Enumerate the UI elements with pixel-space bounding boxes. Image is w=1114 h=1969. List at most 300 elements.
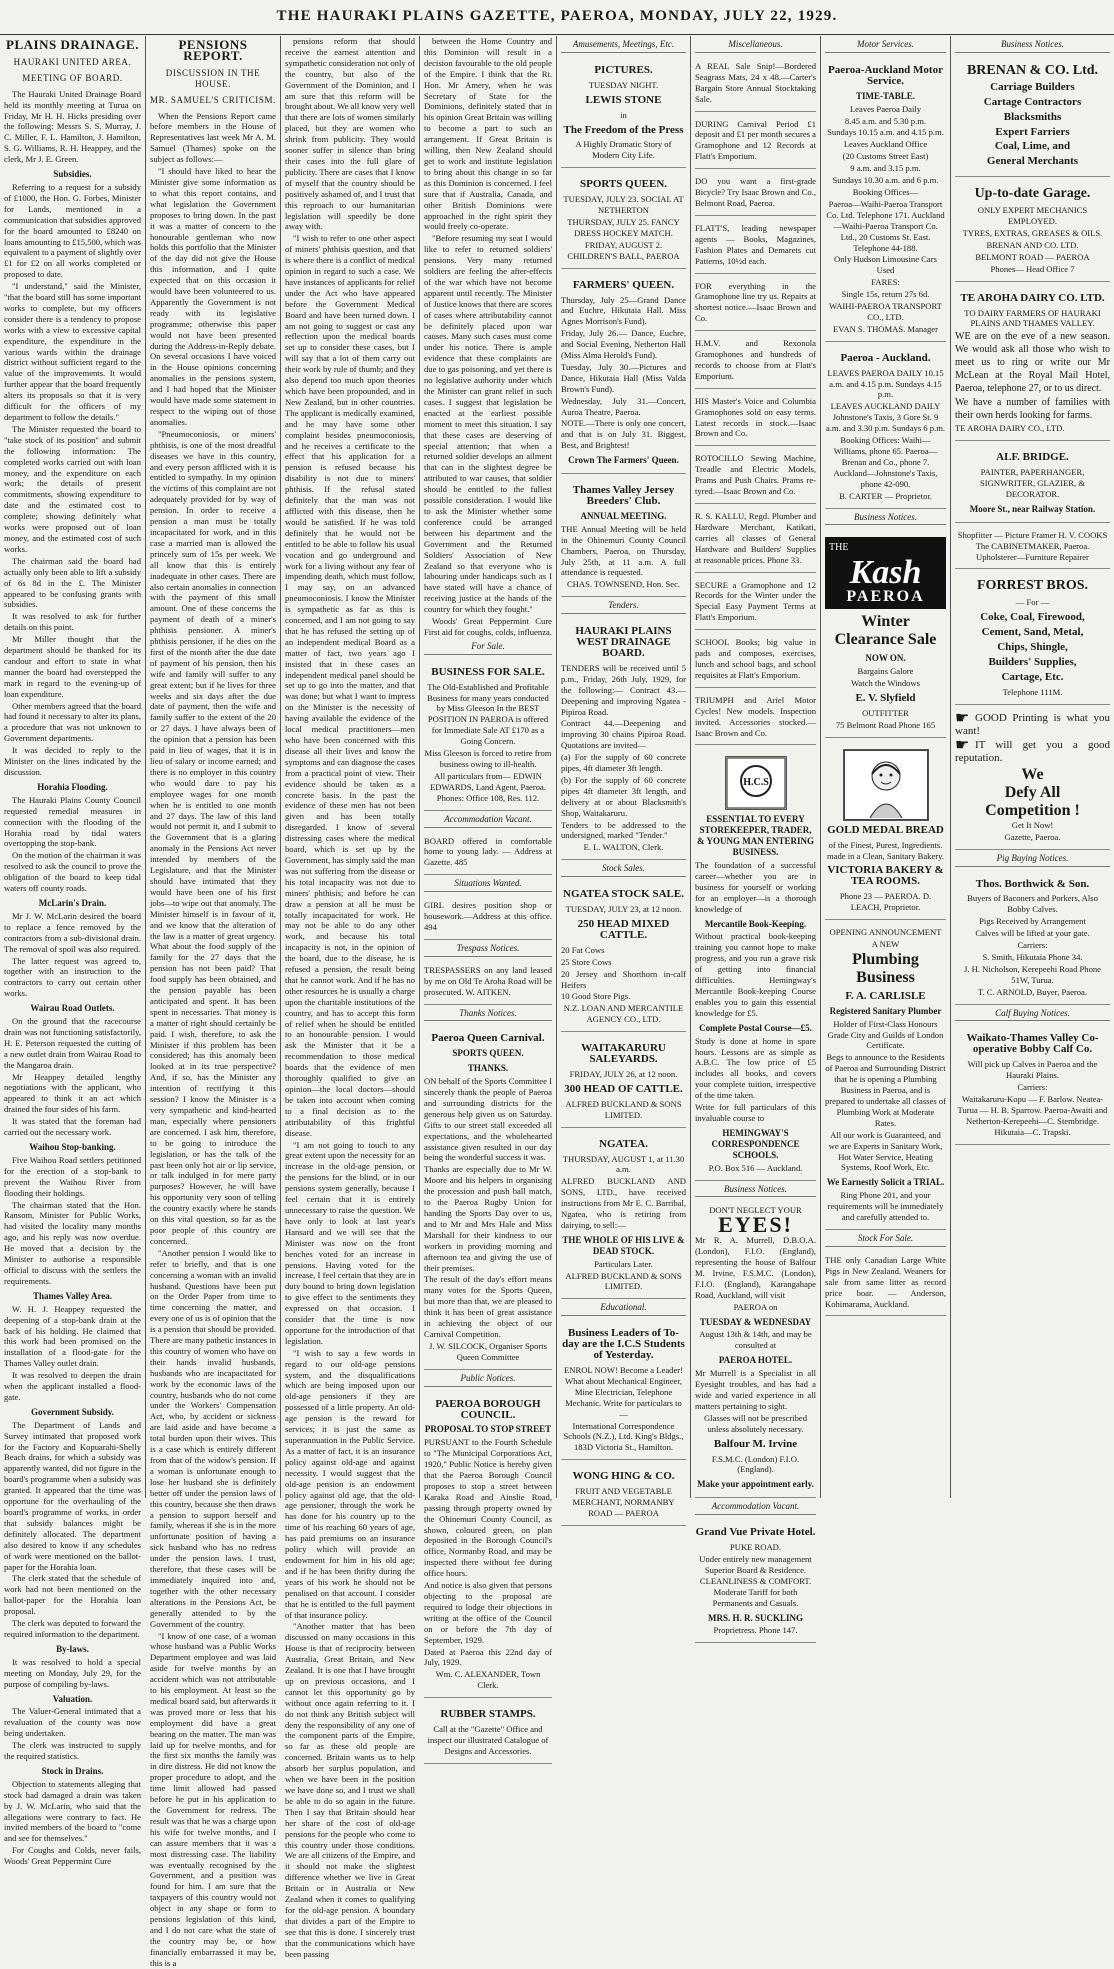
ad-subtitle: THE WHOLE OF HIS LIVE & DEAD STOCK.	[562, 1234, 685, 1256]
paragraph: "I am not going to touch to any great extent upon the necessity for an increase in the old-age pension, or the pensions for the blind, or in our pensions system generally, because I feel certain that it is entirely unnecessary to raise the question. We have only to look at last year's Hansard and we will see that the Minister was now on the front benches voted for an increase in pensions. Having voted for the increase, I feel certain that they are in duty bound to bring down legislation to give effect to the sentiments they expressed on that occasion. I consider that the time is now opportune for the introduction of that legislation.	[285, 1139, 415, 1346]
ad-text: (b) For the supply of 60 concrete pipes 4ft diameter 3ft length, and delivery at or about Blacksmith's Shop, Waitakaruru.	[561, 774, 686, 818]
classified-ad	[695, 277, 816, 332]
ad-text: Only Hudson Limousine Cars Used	[834, 254, 937, 276]
ad-title: BUSINESS FOR SALE.	[431, 665, 545, 678]
column-8	[951, 36, 1114, 1498]
section-heading: Business Notices.	[955, 39, 1110, 53]
paragraph: between the Home Country and this Dominion will result in a decision favourable to the old people of the Empire. I think that the Rt. Hon. Mr Amery, when he was Secretary of State for the Dominions, definitely stated that in his opinion Great Britain was willing to become a part to such an arrangement. If Great Britain is willing, then New Zealand should get to work and institute legislation to bring about this change in so far as this Dominion is concerned. I feel sure that if Australia, Canada, and other British Dominions were approached in the right spirit they would freely co-operate.	[424, 36, 552, 232]
ad-text: Single 15s, return 27s 6d.	[841, 289, 930, 300]
ad-text: LEAVES PAEROA DAILY 10.15 a.m. and 4.15 p.m. Sundays 4.15 p.m.	[827, 367, 944, 400]
ad-text: A REAL Sale Snip!—Bordered Seagrass Mats, 24 x 48.—Carter's Bargain Store Annual Stocktaking Sale.	[695, 60, 816, 104]
classified-ad	[695, 691, 816, 746]
ad-text: Begs to announce to the Residents of Paeroa and Surrounding District that he is opening a Plumbing Business in Paeroa, and is prepared to undertake all classes of Plumbing Work at Moderate Rates.	[825, 1052, 946, 1128]
ad-title: Thames Valley Jersey Breeders' Club.	[572, 484, 675, 507]
paragraph: The Hauraki Plains County Council requested remedial measures in connection with the flooding of the Horahia road by tidal waters overtopping the stop-bank.	[4, 794, 141, 849]
ad-bridge	[955, 444, 1110, 523]
ad-text: Tenders to be addressed to the undersigned, marked "Tender."	[561, 819, 686, 841]
ad-text: 75 Belmont Road Phone 165	[835, 719, 936, 730]
ad-text: Calves will be lifted at your gate.	[975, 928, 1090, 939]
ad-title: NGATEA.	[599, 1137, 648, 1150]
ad-line: General Merchants	[986, 155, 1079, 168]
ad-text: TRIUMPH and Ariel Motor Cycles! New models. Inspection invited. Accessories stocked.—Isaac Brown and Co.	[695, 694, 816, 738]
ad-text: TUESDAY, JULY 23. SOCIAL AT NETHERTON	[563, 194, 684, 216]
ad-pigs	[825, 1251, 946, 1317]
ad-grand-vue	[695, 1519, 816, 1643]
ad-subtitle: Crown The Farmers' Queen.	[568, 455, 679, 466]
ad-text: Gazette, Paeroa.	[1004, 831, 1061, 842]
ad-subtitle: Complete Postal Course—£5.	[699, 1022, 812, 1033]
ad-text: (a) For the supply of 60 concrete pipes, 4ft diameter 3ft length.	[561, 752, 686, 774]
ad-headline: Competition !	[985, 801, 1080, 819]
printing-line: GOOD Printing is what you want!	[955, 711, 1110, 737]
hcs-logo-icon	[725, 756, 787, 810]
paragraph: It was resolved to ask for further details on this point.	[4, 611, 141, 633]
ad-text: TO DAIRY FARMERS OF HAURAKI PLAINS AND THAMES VALLEY.	[964, 307, 1101, 329]
ad-text: OUTFITTER	[862, 707, 909, 718]
ad-ngatea-clearing	[561, 1131, 686, 1300]
section-heading: Amusements, Meetings, Etc.	[561, 39, 686, 53]
ad-signature: E. L. WALTON, Clerk.	[583, 842, 664, 853]
ad-subtitle: TIME-TABLE.	[855, 90, 916, 101]
ad-text: H.M.V. and Rexonola Gramophones and hundreds of records to choose from at Flatt's Emporium.	[695, 338, 816, 381]
section-heading: Stock For Sale.	[825, 1233, 946, 1247]
ad-text: August 13th & 14th, and may be consulted at	[699, 1329, 812, 1351]
ad-text: of the Finest, Purest, Ingredients. made in a Clean, Sanitary Bakery.	[826, 839, 945, 861]
ad-text: S. Smith, Hikutaia Phone 34.	[982, 951, 1083, 962]
ad-line: Chips, Shingle,	[997, 641, 1068, 654]
ad-signature: B. CARTER — Proprietor.	[839, 490, 932, 501]
ad-girl	[424, 896, 552, 940]
paragraph: The chairman said the board had actually only been able to lift a subsidy of 6s 8d in the £. The Minister appeared to be confusing grants with subsidies.	[4, 555, 141, 610]
ad-paeroa-auckland	[825, 345, 946, 509]
ad-text: FLATT'S, leading newspaper agents — Books, Magazines, Fashion Plates and Demarets cut Patterns, 10½d each.	[695, 222, 816, 266]
timetable-line: Sundays 10.30 a.m. and 6 p.m.	[832, 175, 939, 186]
ad-farmers-queen	[561, 272, 686, 475]
ad-text: All particulars from— EDWIN EDWARDS, Land Agent, Paeroa. Phones: Office 108, Res. 112.	[430, 770, 546, 803]
ad-borthwick	[955, 871, 1110, 1005]
ad-text: Write for full particulars of this invaluable course to	[695, 1102, 816, 1123]
ad-text: Pigs Received by Arrangement	[979, 916, 1086, 927]
ad-title: Paeroa-Auckland Motor Service.	[828, 63, 943, 87]
ad-text: Phone 23 — PAEROA. D. LEACH, Proprietor.	[839, 891, 932, 913]
section-heading: Accommodation Vacant.	[695, 1501, 816, 1515]
article-title: PLAINS DRAINAGE.	[6, 37, 139, 52]
hcs-logo-text: H.C.S	[742, 777, 769, 789]
paragraph: "I know of one case, of a woman whose husband was a Public Works Department employee and was laid aside for twelve months by an accident which was not attributable to his employment. At least so the medical board said, but afterwards it was proved more or less that his employment did have a great bearing on the matter. The man was laid up for twelve months, and for the first six months the family was in dire distress. He did not know the proper procedure to adopt, and the time limit allowed had passed before he put in his application to the Government for redress. The result was that he was a charge upon his wife for twelve months, and I can assure members that it was a most distressing case. The liability was eventually recognised by the Government, and a position was found for him. I am sure that the taxpayers of this country would not object in any shape or form to pensions legislation of this kind, and I do not care what the state of the country may be, or how financially embarrassed it may be, this is a	[150, 1630, 276, 1968]
ad-text: THURSDAY, JULY 25. FANCY DRESS HOCKEY MATCH.	[567, 216, 680, 238]
pointing-hand-icon: ☛	[955, 709, 970, 727]
ad-ics	[561, 1320, 686, 1460]
ad-text: A NEW	[871, 938, 900, 949]
ad-title: FORREST BROS.	[977, 578, 1088, 594]
ad-text: TUESDAY, JULY 23, at 12 noon.	[565, 904, 682, 915]
ad-text: R. S. KALLU, Regd. Plumber and Hardware Merchant, Katikati, carries all classes of General Hardware and Builders' Supplies at reasonable prices. Phone 33.	[695, 511, 816, 565]
ad-subtitle: NOW ON.	[865, 653, 906, 664]
side-heading: Horahia Flooding.	[37, 781, 108, 792]
classified-ad	[695, 334, 816, 389]
ad-text: International Correspondence Schools (N.Z.), Ltd. King's Bldgs., 183D Victoria St., Hamilton.	[563, 1420, 684, 1453]
section-heading: Motor Services.	[825, 39, 946, 53]
ad-motor-service	[825, 57, 946, 342]
ad-title: PAEROA BOROUGH COUNCIL.	[435, 1397, 541, 1421]
ad-signature: T. C. ARNOLD, Buyer, Paeroa.	[977, 986, 1088, 997]
ad-text: Shopfitter — Picture Framer H. V. COOKS The CABINETMAKER, Paeroa. Upholsterer—Furniture Repairer	[957, 529, 1108, 562]
paragraph: The chairman stated that the Hon. Ransom, Minister for Public Works, had visited the locality many months ago, and his reply was now overdue. He moved that a decision by the Minister to authorise a responsible official to discuss with the settlers the requirements.	[4, 1199, 141, 1286]
side-heading: Government Subsidy.	[30, 1406, 115, 1417]
ad-title: Thos. Borthwick & Son.	[975, 877, 1090, 890]
timetable-line: (20 Customs Street East)	[842, 151, 929, 162]
paragraph: The Minister requested the board to "take stock of its position" and submit the following information: The completed works carried out with loan money, and the expenditure on each work; the details of present commitments, showing expenditure to date and the estimated cost to complete; showing definitely what works were proposed out of loan money, and the estimated cost of such works.	[4, 423, 141, 554]
ad-title: LEWIS STONE	[585, 93, 662, 106]
column-4	[420, 36, 556, 1756]
ad-text: Glasses will not be prescribed unless absolutely necessary.	[703, 1412, 808, 1434]
section-heading: Business Notices.	[695, 1184, 816, 1198]
ad-title: TE AROHA DAIRY CO. LTD.	[960, 291, 1105, 304]
paragraph: "I should have liked to hear the Minister give some information as to what this report contains, and what legislation the Government proposes to bring down. In the past it was a matter of concern to the honourable gentleman who now holds this portfolio that the Minister of the day did not give the House this information, and I quite expected that on this occasion it would have been volunteered to us. Apparently the Government is not ready with its legislative programme; otherwise this paper would not have been presented during the Address-in-Reply debate. On several occasions I have voiced in the House opinions concerning anomalies in the pensions system, and I had hoped that the Minister would have made some statement in respect to the wiping out of those anomalies.	[150, 166, 276, 427]
ad-text: Booking Offices—	[852, 186, 919, 197]
ad-text: DO you want a first-grade Bicycle? Try Isaac Brown and Co., Belmont Road, Paeroa.	[695, 176, 816, 208]
ad-title: SPORTS QUEEN.	[579, 178, 668, 191]
ad-sports-queen	[561, 171, 686, 268]
ad-text: PUKE ROAD.	[729, 1542, 782, 1553]
side-heading: McLarin's Drain.	[38, 897, 107, 908]
ad-subtitle: TUESDAY & WEDNESDAY	[699, 1316, 812, 1327]
ad-title: ALF. BRIDGE.	[996, 451, 1069, 464]
paragraph: "I understand," said the Minister, "that the board still has some important works to complete, but my officers consider there is a tendency to propose works with a view to excessive capital expenditure, the expenditure in the various wards within the drainage district without sufficient regard to the value of the improvements. It would further appear that the board frequently alters its proposals so that it is very difficult for the officers of my department to follow the details."	[4, 281, 141, 422]
ad-signature: J. W. SILCOCK, Organiser Sports Queen Committee	[428, 1340, 547, 1362]
ad-text: Carriers:	[1017, 940, 1048, 951]
ad-drainage-tenders	[561, 618, 686, 860]
ad-title: Business Leaders of To-day are the I.C.S Students of Yesterday.	[562, 1327, 685, 1362]
ad-text: J. H. Nicholson, Kerepeehi Road Phone 51W, Turua.	[964, 963, 1101, 985]
ad-waitakaruru	[561, 1035, 686, 1127]
paragraph: The clerk stated that the schedule of work had not been mentioned on the ballot-paper for the Horahia loan proposal.	[4, 1573, 141, 1617]
stock-item: 25 Store Cows	[561, 956, 612, 967]
ad-text: NOTE.—There is only one concert, and that is on July 31. Biggest, Best, and Brightest!	[561, 418, 686, 451]
ad-title: RUBBER STAMPS.	[440, 1708, 536, 1721]
ad-text: Ring Phone 201, and your requirements will be immediately and carefully attended to.	[827, 1190, 944, 1223]
ad-bakery	[825, 741, 946, 920]
ad-text: Mr R. A. Murrell, D.B.O.A. (London), F.I.O. (England), representing the house of Balfour M. Irvine, F.S.M.C. (London), F.I.O. (England), Karangahape Road, Auckland, will visit	[695, 1235, 816, 1300]
ad-signature: EVAN S. THOMAS. Manager	[833, 323, 938, 334]
ad-subtitle: ANNUAL MEETING.	[580, 510, 667, 521]
ad-pictures	[561, 57, 686, 168]
ad-text: Tuesday, July 30.—Pictures and Dance, Hikutaia Hall (Miss Valda Brown's Fund).	[561, 361, 686, 394]
paragraph: The Hauraki United Drainage Board held its monthly meeting at Turua on Friday, Mr H. H. Hicks presiding over the following: Messrs S. S. Murray, J. C. Miller, F. L. Hamilton, J. Hamilton, S. G. Williams, R. H. Heappey, and the clerk, Mr J. E. Green.	[4, 88, 141, 165]
ad-text: F.S.M.C. (London) F.I.O. (England).	[711, 1453, 800, 1475]
ad-text: P.O. Box 516 — Auckland.	[708, 1162, 803, 1173]
ad-text: BOARD offered in comfortable home to young lady. — Address at Gazette. 485	[424, 835, 552, 868]
ad-text: Get It Now!	[1011, 819, 1054, 830]
paragraph: "Another matter that has been discussed on many occasions in this House is that of reciprocity between Australia, Great Britain, and New Zealand. It is one that I have brought up on previous occasions, and I cannot let this opportunity go by without once again referring to it. I do not think any British subject will deny the responsibility of any one of the component parts of the Empire, so far as these old people are concerned. Britain wants us to help absorb her surplus population, and when we have been in the position we have done so, and I trust we shall be able to do so again in the future. Then I say that Britain should hear her share of the cost of old-age pensions for the people who come to this country under those conditions. We are all citizens of the Empire, and it should not make the slightest difference whether we live in Great Britain or in Australia or New Zealand when it comes to qualifying for the old-age pension. A boundary that divides a part of the Empire to see that this is done. I sincerely trust that the communications which have been passing	[285, 1621, 415, 1959]
paragraph: "I wish to say a few words in regard to our old-age pensions system, and the disqualifications which are being imposed upon our old-age pensioners if they are possessed of a little property. An old-age pension is the reward for services; it is just the same as superannuation in the Public Service. As a matter of fact, it is an insurance policy against old-age and against necessity. I would suggest that the old-age pension is an endowment policy against old age, that the old-age pensioner, through the work he has done for his country up to the time of his reaching 60 years of age, has paid premiums on an insurance policy which will provide an endowment for him in his old age; and if he has been thrifty during the years of his work he should not be penalised on that account. I consider that he is entitled to the full payment of that insurance policy.	[285, 1347, 415, 1620]
paragraph: The clerk was instructed to supply the required statistics.	[4, 1740, 141, 1762]
paragraph: It was stated that the foreman had carried out the necessary work.	[4, 1116, 141, 1138]
paragraph: Mr J. W. McLarin desired the board to replace a fence removed by the contractors from a sub-divisional drain. The removal of spoil was also required.	[4, 910, 141, 954]
ad-subtitle: Moore St., near Railway Station.	[969, 503, 1096, 514]
ad-signature: CHAS. TOWNSEND, Hon. Sec.	[566, 579, 681, 590]
ad-text: FARES:	[871, 277, 900, 288]
ad-subtitle: THANKS.	[467, 1063, 509, 1074]
ad-text: And notice is also given that persons objecting to the proposal are required to lodge their objections in writing at the office of the Council on or before the 7th day of September, 1929.	[424, 1580, 552, 1645]
ad-text: Thursday, July 25—Grand Dance and Euchre, Hikutaia Hall. Miss Agnes Morrison's Fund).	[561, 294, 686, 327]
ad-forrest	[955, 572, 1110, 704]
paragraph: The clerk was deputed to forward the required information to the department.	[4, 1618, 141, 1639]
article-subheading: MR. SAMUEL'S CRITICISM.	[150, 94, 276, 105]
paragraph: Other members agreed that the board had found it necessary to alter its plans, a procedure that was not unknown to Government departments.	[4, 700, 141, 744]
classified-ad	[695, 449, 816, 504]
section-heading: Pig Buying Notices.	[955, 853, 1110, 867]
section-heading: Business Notices.	[825, 512, 946, 526]
ad-subtitle: MRS. H. R. SUCKLING	[707, 1612, 803, 1623]
ad-text: Under entirely new management Superior Board & Residence. CLEANLINESS & COMFORT. Moderate Tariff for both Permanents and Casuals.	[699, 1553, 812, 1608]
ad-text: Without practical book-keeping training you cannot hope to make progress, and you run a grave risk of getting into financial difficulties. Hemingway's Mercantile Book-keeping Course enables you to gain this essential knowledge for £5.	[695, 931, 816, 1018]
ad-signature: N.Z. LOAN AND MERCANTILE AGENCY CO., LTD.	[563, 1003, 684, 1025]
ad-text: DON'T NEGLECT YOUR	[709, 1205, 802, 1216]
ad-waikato-calf	[955, 1025, 1110, 1144]
ad-title: E. V. Slyfield	[855, 691, 916, 704]
stock-item: 20 Jersey and Shorthorn in-calf Heifers	[561, 968, 686, 990]
ad-text: THE only Canadian Large White Pigs in New Zealand. Weaners for sale from same litter as record price boar. — Anderson, Kohimarama, Auckland.	[825, 1254, 946, 1309]
ad-headline: Winter Clearance Sale	[834, 613, 937, 649]
ad-text: All our work is Guaranteed, and we are Experts in Sanitary Work, Hot Water Service, Heating Systems, Roof Work, Etc.	[828, 1129, 943, 1173]
ad-text: FRIDAY, AUGUST 2. CHILDREN'S BALL, PAEROA	[567, 239, 680, 261]
side-heading: By-laws.	[56, 1643, 89, 1654]
ad-title: The Freedom of the Press	[563, 123, 684, 136]
classified-ad	[695, 507, 816, 573]
ad-title: NGATEA STOCK SALE.	[563, 888, 684, 901]
ad-rubber-stamps	[424, 1701, 552, 1764]
ad-title: Grand Vue Private Hotel.	[695, 1526, 816, 1539]
ad-text: Call at the "Gazette" Office and inspect our illustrated Catalogue of Designs and Accessories.	[427, 1724, 549, 1756]
side-heading: Thames Valley Area.	[32, 1290, 113, 1301]
ad-text: Holder of First-Class Honours Grade City and Guilds of London Certificate.	[827, 1018, 944, 1051]
child-illustration-icon	[843, 749, 929, 821]
paragraph: It was decided to reply to the Minister on the lines indicated by the discussion.	[4, 745, 141, 777]
ad-title: PICTURES.	[594, 63, 653, 76]
kash-logo-word: Kash	[849, 554, 922, 592]
ad-garage	[955, 180, 1110, 281]
masthead-title: THE HAURAKI PLAINS GAZETTE, PAEROA, MONDAY, JULY 22, 1929.	[276, 8, 838, 24]
classified-ad	[695, 115, 816, 170]
ad-text: Wednesday, July 31.—Concert, Auroa Theatre, Paeroa.	[561, 395, 686, 417]
ad-brenan	[955, 57, 1110, 177]
kash-logo-town: PAEROA	[846, 588, 925, 606]
ad-text: HIS Master's Voice and Columbia Gramophones sold on easy terms. Latest records in stock.—Isaac Brown and Co.	[695, 395, 816, 439]
ad-text: GIRL desires position shop or housework.—Address at this office. 494	[424, 900, 552, 932]
section-heading: Tenders.	[561, 600, 686, 614]
ad-text: ON behalf of the Sports Committee I sincerely thank the people of Paeroa and surrounding districts for the generous help given us on Saturday. Gifts to our street stall exceeded all expectations, and the wholehearted assistance given resulted in our day being the wonderful success it was.	[424, 1076, 552, 1163]
ad-text: OPENING ANNOUNCEMENT	[829, 927, 942, 938]
ad-hemingway	[695, 748, 816, 1180]
ad-carnival-thanks	[424, 1025, 552, 1369]
ad-title: Up-to-date Garage.	[974, 186, 1091, 202]
ad-text: ALFRED BUCKLAND AND SONS, LTD., have received instructions from Mr E. C. Barribal, Ngatea, who is retiring from dairying, to sell:—	[561, 1176, 686, 1230]
ad-text: TYRES, EXTRAS, GREASES & OILS.	[962, 227, 1103, 238]
ad-signature: Wm. C. ALEXANDER, Town Clerk.	[435, 1669, 541, 1691]
ad-title: VICTORIA BAKERY & TEA ROOMS.	[827, 864, 944, 888]
side-heading: Waihou Stop-banking.	[29, 1142, 116, 1152]
ad-headline: Plumbing Business	[852, 950, 919, 986]
ad-subtitle: We Earnestly Solicit a TRIAL.	[826, 1177, 945, 1188]
ad-subtitle: Mercantile Book-Keeping.	[704, 918, 807, 929]
ad-text: LEAVES AUCKLAND DAILY Johnstone's Taxis, 3 Gore St. 9 a.m. and 3.30 p.m. Sundays 6 p.m.	[825, 401, 946, 434]
classified-ad	[695, 392, 816, 447]
classified-ad	[695, 172, 816, 216]
paragraph: Mr Miller thought that the department should be thanked for its candour and effort to state in what manner the board had overstepped the mark in regard to the evening-up of loan expenditure.	[4, 634, 141, 699]
ad-text: WE are on the eve of a new season. We would ask all those who wish to meet us to ring or write our Mr McLean at the Royal Mail Hotel, Paeroa, telephone 27, or to us direct.	[955, 331, 1110, 395]
column-7	[821, 36, 950, 1498]
ad-text: Buyers of Baconers and Porkers, Also Bobby Calves.	[967, 893, 1098, 915]
classified-ad	[695, 219, 816, 274]
article-title: PENSIONS REPORT.	[178, 37, 248, 63]
ad-signature: ALFRED BUCKLAND & SONS LIMITED.	[565, 1270, 682, 1292]
ad-text: Telephone 111M.	[1002, 686, 1063, 697]
stock-item: 10 Good Store Pigs.	[561, 991, 631, 1002]
ad-text: SCHOOL Books; big value in pads and composes, exercises, lunch and school bags, and school requisites at Flatt's Emporium.	[695, 637, 816, 680]
ad-title: 250 HEAD MIXED CATTLE.	[577, 918, 670, 941]
ad-text: The result of the day's effort means many votes for the Sports Queen, but more than that, we are pleased to think it has been of great assistance in achieving the object of our Carnival Competition.	[424, 1274, 552, 1339]
paragraph: On the ground that the racecourse drain was not functioning satisfactorily, H. E. Peterson requested the cutting of a new outlet drain from Wairau Road to the Mangaroa drain.	[4, 1016, 141, 1070]
ad-title: WONG HING & CO.	[572, 1470, 675, 1483]
ad-text: PAEROA on	[733, 1301, 778, 1312]
ad-title: WAITAKARURU SALEYARDS.	[581, 1042, 666, 1066]
ad-text: Bargains Galore	[857, 666, 914, 677]
ad-line: Coal, Lime, and	[994, 140, 1071, 153]
ad-text: Particulars Later.	[594, 1258, 653, 1269]
column-5	[557, 36, 690, 1518]
section-heading: Calf Buying Notices.	[955, 1008, 1110, 1022]
classified-ad	[695, 57, 816, 112]
section-heading: Stock Sales.	[561, 863, 686, 877]
ad-title: 300 HEAD OF CATTLE.	[564, 1082, 683, 1095]
ad-text: Thanks are especially due to Mr W. Moore and his helpers in organising the procession and push ball match, to the Paeroa Rugby Union for handing the Sports Day over to us, and to Mr and Mrs Hale and Miss Marshall for their kindness to our workers in providing morning and afternoon tea and giving the use of their premises.	[424, 1164, 552, 1273]
ad-dairy	[955, 285, 1110, 442]
ad-text: Dated at Paeroa this 22nd day of July, 1929.	[424, 1646, 552, 1668]
side-heading: Valuation.	[52, 1693, 93, 1704]
paragraph: It was resolved to hold a special meeting on Monday, July 29, for the purpose of compiling by-laws.	[4, 1656, 141, 1689]
ad-text: Will pick up Calves in Paeroa and the Hauraki Plains.	[967, 1059, 1098, 1081]
ad-text: FRIDAY, JULY 26, at 12 noon.	[569, 1068, 678, 1079]
ad-text: — For —	[1015, 597, 1050, 608]
ad-text: THURSDAY, AUGUST 1, at 11.30 a.m.	[562, 1153, 685, 1175]
paragraph: "Pneumoconiosis, or miners' phthisis, is one of the most dreadful diseases we have in this country, and every person afflicted with it is entitled to sympathy. In my opinion the victims of this complaint are not adequately provided for by way of pension. In order to receive a pension a man must be totally incapacitated for work, and in this case a married man is allowed the princely sum of 15s per week. We all know that this is entirely inadequate in other cases. There are also certain anomalies in connection with the payment of this small amount. One of these concerns the payment of death of a miner's phthisis pensioner. A miner's phthisis pensioner, if he dies on the first of the month after the due date of payment of his pension, then his wife and family will suffer to any great extent; but if he lives for three weeks and six days after the due date of payment, then the wife and family suffer to the extent of the 20 or 27 days. I have always been of the opinion that a pension has been paid in lieu of wages, that it is in lieu of salary or income earned; and there is no employer in this country who would dare to pay his employee wages for one month when he is entitled to one month and 27 days. The law of this land would not permit it, and I submit to the Government that is a glaring anomaly in the Pensions Act never intended by members of the Legislature, and that the Minister should have intimated that they would have been one of his first jobs—to wipe out that anomaly. The Minister himself is in favour of it, and we know that the alteration of the law is a matter of great urgency. What about the food supply of the family for the 27 days that the pension has not been paid? That food supply has been obtained, and the pension payable has been anticipated and spent. It has been spent in necessaries. That money is a matter of right should certainly be paid. I wish, therefore, to ask the Minister if this problem has been considered; has this anomaly been looked at in its true perspective? And, if so, has the Minister any intention of rectifying it this session? I know the Minister is a very sympathetic and kind-hearted man, especially where pensioners are concerned. I ask him, therefore, to be going to introduce the legislation, or has the talk of the past been only hot air or lip service, or talk indulged in for mere party purposes? However, he will have his opportunity very soon of telling the country exactly where he stands on this vital question, so far as the poor people of this country are concerned.	[150, 428, 276, 1246]
paragraph: pensions reform that should receive the earnest attention and sympathetic consideration not only of the country, but also of the Government of the Dominion, and I am sure that this reform will be brought about. We all know very well that there are lots of women similarly placed, but they are women who shrink from publicity. They would sooner suffer in silence than bring their cases into the full glare of publicity. There are cases that I know of myself that the country should be positively ashamed of, and I trust that this reproach to our humanitarian legislation will speedily be done away with.	[285, 36, 415, 232]
pointing-hand-icon: ☛	[955, 736, 970, 754]
ad-title: FARMERS' QUEEN.	[572, 278, 675, 291]
paragraph: On the motion of the chairman it was resolved to ask the council to prove the obligation of the board to keep tidal waters off county roads.	[4, 850, 141, 894]
section-heading: Educational.	[561, 1302, 686, 1316]
ad-title: Paeroa Queen Carnival.	[431, 1032, 545, 1045]
ad-headline: Defy All	[1004, 783, 1061, 801]
column-1	[0, 36, 145, 1867]
paragraph: Five Waihou Road settlers petitioned for the erection of a stop-bank to prevent the Waihou River from flooding their holdings.	[4, 1154, 141, 1198]
paragraph: It was resolved to deepen the drain when the applicant installed a flood-gate.	[4, 1370, 141, 1402]
paragraph: When the Pensions Report came before members in the House of Representatives last week Mr A. M. Samuel (Thames) spoke on the subject as follows:—	[150, 110, 276, 165]
ad-text: Carriers:	[1017, 1082, 1048, 1093]
ad-signature: TE AROHA DAIRY CO., LTD.	[955, 423, 1065, 434]
masthead	[0, 0, 1114, 35]
paragraph: Referring to a request for a subsidy of £1000, the Hon. G. Forbes, Minister for Lands, mentioned in a communication that subsidies approved for the board amounted to £8240 on loans amounting to £15,500, which was equivalent to a payment of slightly over £1 for £2 on all works completed or proposed to date.	[4, 181, 141, 280]
ad-text: TUESDAY NIGHT.	[588, 79, 659, 90]
ad-text: Contract 44.—Deepening and improving 30 chains Pipiroa Road. Quotations are invited—	[561, 718, 686, 751]
ad-text: Waitakaruru-Kopu — F. Barlow. Neatea-Turua — H. B. Sparrow. Paeroa-Awaiti and Netherton-Kerepeehi—C. Stembridge. Hikutaia—C. Trapski.	[957, 1094, 1108, 1137]
ad-plumbing	[825, 923, 946, 1230]
ad-text: ONLY EXPERT MECHANICS EMPLOYED.	[977, 205, 1088, 227]
ad-board	[424, 832, 552, 876]
ad-text: A Highly Dramatic Story of Modern City Life.	[575, 139, 672, 161]
ad-text: The foundation of a successful career—whether you are in business for yourself or working for an employer—is a thorough knowledge of	[695, 860, 816, 914]
ad-text	[955, 736, 1110, 765]
ad-subtitle: SPORTS QUEEN.	[452, 1048, 524, 1059]
section-heading: For Sale.	[424, 641, 552, 655]
ad-line: Cartage, Etc.	[1001, 670, 1064, 683]
ad-signature: ALFRED BUCKLAND & SONS LIMITED.	[565, 1098, 682, 1120]
ad-wong-hing	[561, 1463, 686, 1526]
ad-line: Builders' Supplies,	[988, 656, 1077, 668]
classified-ad	[695, 576, 816, 631]
paragraph: The Department of Lands and Survey intimated that proposed work for the Factory and Kopuarahi-Shelly Beach drains, for which a subsidy was apparently wanted, did not figure in the board's programme when a subsidy was granted. It appeared that the time was opportune for the overhauling of the board's programme of works, in order that subsidy balances might be definitely allocated. The department also desired to know if any schedules of work were mentioned on the ballot-paper for the Horahia loan.	[4, 1419, 141, 1572]
paragraph: The Valuer-General intimated that a revaluation of the county was now being undertaken.	[4, 1706, 141, 1739]
ad-text: Booking Offices: Waihi—Williams, phone 65. Paeroa—Brenan and Co., phone 7. Auckland—Johnstone's Taxis, phone 42-090.	[833, 435, 938, 489]
ad-subtitle: HEMINGWAY'S CORRESPONDENCE SCHOOLS.	[711, 1127, 800, 1160]
ad-ngatea-stock	[561, 881, 686, 1032]
ad-text: FRUIT AND VEGETABLE MERCHANT, NORMANBY ROAD — PAEROA	[572, 1486, 675, 1518]
ad-line: Expert Farriers	[995, 125, 1070, 138]
ad-text: ENROL NOW! Become a Leader! What about Mechanical Engineer, Mine Electrician, Telephone Mechanic. Write for particulars to—	[564, 1365, 683, 1419]
section-heading: Miscellaneous.	[695, 39, 816, 53]
timetable-line: Leaves Auckland Office	[843, 139, 928, 150]
ad-title: Paeroa - Auckland.	[840, 351, 931, 364]
ad-text: Proprietress. Phone 147.	[713, 1625, 798, 1636]
ad-text: SECURE a Gramophone and 12 Records for the Winter under the Special Easy Payment Terms at Flatt's Emporium.	[695, 579, 816, 623]
ad-text: BELMONT ROAD — PAEROA	[975, 251, 1090, 262]
ad-text: Watch the Windows	[851, 678, 920, 689]
section-heading: Situations Wanted.	[424, 878, 552, 892]
ad-text: DURING Carnival Period £1 deposit and £1 per month secures a Gramophone and 12 Records at Flatt's Emporium.	[695, 118, 816, 162]
ad-headline: We	[1021, 765, 1044, 783]
ad-jersey-club	[561, 477, 686, 597]
ad-headline: EYES!	[718, 1212, 793, 1238]
ad-title: GOLD MEDAL BREAD	[827, 823, 944, 836]
ad-title: Balfour M. Irvine	[713, 1437, 798, 1450]
ad-title: Waikato-Thames Valley Co-operative Bobby Calf Co.	[966, 1032, 1099, 1056]
ad-eyes	[695, 1201, 816, 1498]
ad-line: Cement, Sand, Metal,	[981, 626, 1084, 639]
section-heading: Thanks Notices.	[424, 1008, 552, 1022]
ad-trespass	[424, 961, 552, 1005]
kash-logo	[825, 537, 946, 609]
ad-council-notice	[424, 1391, 552, 1699]
ad-printing	[955, 708, 1110, 850]
ad-line: Cartage Contractors	[983, 95, 1082, 108]
column-2	[146, 36, 280, 1968]
timetable-line: 8.45 a.m. and 5.30 p.m.	[844, 115, 927, 126]
paragraph: Woods' Great Peppermint Cure First aid for coughs, colds, influenza.	[424, 616, 552, 637]
ad-subtitle: Make your appointment early.	[697, 1479, 814, 1490]
ad-text: TENDERS will be received until 5 p.m., Friday, 26th July, 1929, for the following:— Contract 43.—Deepening and improving Ngatea - Pipiroa Road.	[561, 662, 686, 717]
section-heading: Accommodation Vacant.	[424, 814, 552, 828]
side-heading: Subsidies.	[53, 169, 92, 180]
ad-line: Blacksmiths	[1003, 110, 1062, 123]
ad-kash-sale	[825, 529, 946, 737]
ad-text: TRESPASSERS on any land leased by me on Old Te Aroha Road will be prosecuted. W. AITKEN.	[424, 964, 552, 997]
timetable-line: Sundays 10.15 a.m. and 4.15 p.m.	[827, 127, 944, 138]
ad-line: Coke, Coal, Firewood,	[980, 611, 1085, 624]
article-subheading: MEETING OF BOARD.	[22, 72, 123, 83]
paragraph: "Another pension I would like to refer to briefly, and that is one concerning a woman with an invalid husband. Questions have been put on the Order Paper from time to time concerning the matter, and every one of us is of opinion that the is a pension that should be provided. There are many pathetic instances in this country of women who have on their hands invalid husbands, husbands who are incapacitated for work by the economic laws of the country, husbands who do not come under the Workers' Compensation Act, who, by accident or sickness are laid aside and have become a total burden upon their wives. This is a case which is entirely different from that of the widow's pension. If a woman is unfortunate enough to lose her husband she is definitely better off under the pension laws of this country, because she then draws a pension to support herself and family, whereas if she is in the more unfortunate position of having a sick husband who has no redress under the pension laws. I trust, therefore, that these cases will be immediately inquired into and, together with the other necessary alterations in the Pensions Act, be generally attended to by the Government of the country.	[150, 1247, 277, 1629]
ad-title: HAURAKI PLAINS WEST DRAINAGE BOARD.	[575, 625, 672, 659]
